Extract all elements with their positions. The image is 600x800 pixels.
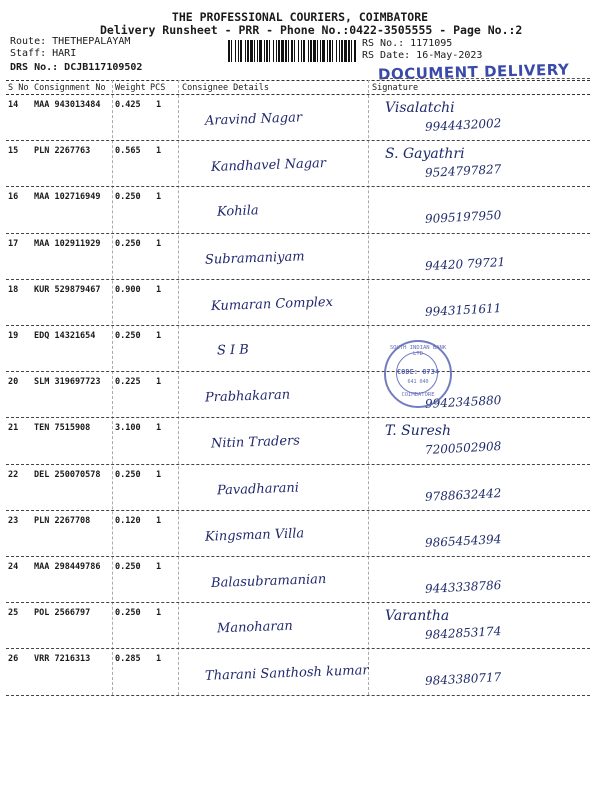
row-weight: 0.250: [115, 469, 141, 480]
barcode-bar: [273, 40, 274, 62]
barcode-bar: [285, 40, 287, 62]
barcode-bar: [313, 40, 316, 62]
row-phone-handwritten: 9788632442: [424, 485, 502, 504]
row-signature: Varantha: [385, 608, 450, 625]
row-pcs: 1: [156, 284, 162, 295]
rs-date: RS Date: 16-May-2023: [362, 50, 483, 61]
row-pcs: 1: [156, 192, 162, 203]
row-sno: 22: [8, 469, 19, 480]
row-consignment-no: MAA 298449786: [34, 562, 101, 572]
row-phone-handwritten: 9095197950: [424, 208, 502, 227]
row-separator: [6, 279, 590, 280]
barcode-bar: [264, 40, 265, 62]
barcode-bar: [231, 40, 232, 62]
row-separator: [6, 140, 590, 141]
row-sno: 26: [8, 654, 19, 665]
barcode-bar: [329, 40, 331, 62]
barcode-bar: [344, 40, 347, 62]
col-header-pcs: PCS: [150, 83, 166, 93]
row-sno: 25: [8, 608, 19, 619]
barcode-bar: [257, 40, 258, 62]
barcode-bar: [240, 40, 242, 62]
row-sno: 18: [8, 284, 19, 295]
header-bottom-line: [6, 94, 590, 95]
barcode-bar: [322, 40, 325, 62]
row-consignment-no: PLN 2267763: [34, 146, 91, 157]
row-pcs: 1: [156, 100, 162, 110]
barcode-bar: [266, 40, 268, 62]
stamp-underline: [380, 78, 590, 79]
barcode-bar: [254, 40, 255, 62]
row-weight: 3.100: [115, 423, 141, 434]
row-sno: 15: [8, 146, 19, 157]
row-separator: [6, 510, 590, 511]
row-consignment-no: SLM 319697723: [34, 377, 101, 388]
staff-label: Staff: HARI: [10, 48, 77, 59]
drs-number: DRS No.: DCJB117109502: [10, 62, 143, 73]
row-consignee-handwritten: Aravind Nagar: [204, 110, 303, 129]
barcode-bar: [327, 40, 328, 62]
row-separator: [6, 695, 590, 696]
bank-seal-stamp: [384, 340, 452, 408]
barcode-bar: [354, 40, 356, 62]
barcode-bar: [281, 40, 284, 62]
row-weight: 0.285: [115, 654, 141, 665]
row-signature: S. Gayathri: [385, 146, 465, 163]
row-consignee-handwritten: Subramaniyam: [204, 248, 305, 268]
row-signature: T. Suresh: [385, 423, 451, 440]
barcode-bar: [317, 40, 318, 62]
row-consignment-no: KUR 529879467: [34, 284, 101, 295]
row-weight: 0.250: [115, 608, 141, 619]
col-header-signature: Signature: [372, 83, 419, 93]
row-phone-handwritten: 9865454394: [424, 531, 502, 550]
row-pcs: 1: [156, 423, 162, 434]
barcode: [228, 40, 356, 62]
row-pcs: 1: [156, 469, 162, 480]
row-weight: 0.250: [115, 562, 141, 572]
row-consignee-handwritten: Kumaran Complex: [210, 294, 334, 314]
row-weight: 0.250: [115, 192, 141, 203]
row-consignee-handwritten: Manoharan: [216, 618, 293, 637]
row-consignment-no: MAA 102716949: [34, 192, 101, 203]
stamp-bottom-text: COIMBATORE: [401, 392, 435, 398]
row-sno: 23: [8, 515, 19, 526]
barcode-bar: [308, 40, 309, 62]
barcode-bar: [288, 40, 289, 62]
row-consignment-no: VRR 7216313: [34, 654, 91, 665]
row-consignment-no: TEN 7515908: [34, 423, 91, 434]
barcode-bar: [339, 40, 340, 62]
row-consignment-no: PLN 2267708: [34, 515, 91, 526]
row-consignee-handwritten: Tharani Santhosh kumar: [204, 663, 369, 685]
row-consignment-no: EDQ 14321654: [34, 331, 96, 341]
row-weight: 0.250: [115, 238, 141, 249]
row-phone-handwritten: 9943151611: [424, 300, 502, 319]
row-consignee-handwritten: Balasubramanian: [210, 571, 327, 592]
barcode-bar: [298, 40, 299, 62]
col-header-weight: Weight: [115, 83, 146, 93]
barcode-bar: [336, 40, 337, 62]
barcode-bar: [351, 40, 352, 62]
row-weight: 0.225: [115, 377, 141, 388]
row-consignment-no: DEL 250070578: [34, 469, 101, 480]
row-sno: 17: [8, 238, 19, 249]
barcode-bar: [301, 40, 302, 62]
row-weight: 0.565: [115, 146, 141, 157]
row-pcs: 1: [156, 146, 162, 157]
route-label: Route: THETHEPALAYAM: [10, 36, 131, 47]
barcode-bar: [276, 40, 277, 62]
row-weight: 0.250: [115, 331, 141, 341]
row-consignee-handwritten: Pavadharani: [216, 480, 300, 499]
row-pcs: 1: [156, 562, 162, 572]
barcode-bar: [303, 40, 305, 62]
barcode-bar: [320, 40, 321, 62]
barcode-bar: [310, 40, 312, 62]
barcode-bar: [348, 40, 350, 62]
row-separator: [6, 556, 590, 557]
row-consignee-handwritten: Kingsman Villa: [204, 526, 305, 545]
row-consignee-handwritten: S I B: [216, 342, 250, 359]
row-separator: [6, 371, 590, 372]
row-sno: 24: [8, 562, 19, 572]
row-weight: 0.425: [115, 100, 141, 110]
stamp-code: CODE: 0734: [396, 368, 440, 376]
row-separator: [6, 648, 590, 649]
row-consignment-no: MAA 943013484: [34, 100, 101, 110]
row-separator: [6, 464, 590, 465]
rs-number: RS No.: 1171095: [362, 38, 453, 49]
stamp-top-text: SOUTH INDIAN BANK LTD: [389, 345, 447, 357]
barcode-bar: [235, 40, 236, 62]
runsheet-title: Delivery Runsheet - PRR - Phone No.:0422-3505555 - Page No.:2: [100, 23, 523, 37]
barcode-bar: [332, 40, 333, 62]
row-pcs: 1: [156, 238, 162, 249]
row-pcs: 1: [156, 377, 162, 388]
barcode-bar: [291, 40, 293, 62]
row-signature: Visalatchi: [385, 100, 455, 116]
row-weight: 0.900: [115, 284, 141, 295]
barcode-bar: [278, 40, 280, 62]
row-weight: 0.120: [115, 515, 141, 526]
barcode-bar: [269, 40, 270, 62]
row-consignment-no: MAA 102911929: [34, 238, 101, 249]
barcode-bar: [245, 40, 246, 62]
row-pcs: 1: [156, 515, 162, 526]
row-separator: [6, 325, 590, 326]
row-sno: 16: [8, 192, 19, 203]
row-separator: [6, 233, 590, 234]
row-consignment-no: POL 2566797: [34, 608, 91, 619]
barcode-bar: [341, 40, 343, 62]
row-pcs: 1: [156, 608, 162, 619]
barcode-bar: [238, 40, 239, 62]
row-consignee-handwritten: Kandhavel Nagar: [210, 156, 327, 176]
row-consignee-handwritten: Kohila: [216, 203, 259, 221]
row-separator: [6, 186, 590, 187]
row-separator: [6, 602, 590, 603]
row-phone-handwritten: 9942345880: [424, 393, 502, 412]
barcode-bar: [247, 40, 249, 62]
barcode-bar: [228, 40, 230, 62]
col-header-sno: S No: [8, 83, 29, 93]
row-phone-handwritten: 7200502908: [424, 439, 502, 458]
row-phone-handwritten: 94420 79721: [424, 254, 506, 273]
row-consignee-handwritten: Nitin Traders: [210, 433, 301, 452]
header-top-line: [6, 80, 590, 81]
row-phone-handwritten: 9843380717: [424, 670, 502, 689]
row-phone-handwritten: 9443338786: [424, 578, 502, 596]
col-header-consignment: Consignment No: [34, 83, 106, 93]
row-phone-handwritten: 9524797827: [424, 162, 502, 181]
row-pcs: 1: [156, 331, 162, 341]
company-title: THE PROFESSIONAL COURIERS, COIMBATORE: [171, 10, 429, 24]
row-phone-handwritten: 9842853174: [424, 624, 502, 643]
barcode-bar: [259, 40, 262, 62]
barcode-bar: [250, 40, 253, 62]
barcode-bar: [294, 40, 295, 62]
row-phone-handwritten: 9944432002: [424, 116, 502, 134]
row-sno: 21: [8, 423, 19, 434]
row-sno: 14: [8, 100, 19, 110]
document-delivery-stamp: DOCUMENT DELIVERY: [377, 60, 570, 84]
row-separator: [6, 417, 590, 418]
col-header-consignee: Consignee Details: [182, 83, 269, 93]
row-sno: 20: [8, 377, 19, 388]
row-pcs: 1: [156, 654, 162, 665]
row-sno: 19: [8, 331, 19, 341]
row-consignee-handwritten: Prabhakaran: [204, 387, 291, 406]
stamp-mid-text: 641 040: [407, 379, 429, 385]
